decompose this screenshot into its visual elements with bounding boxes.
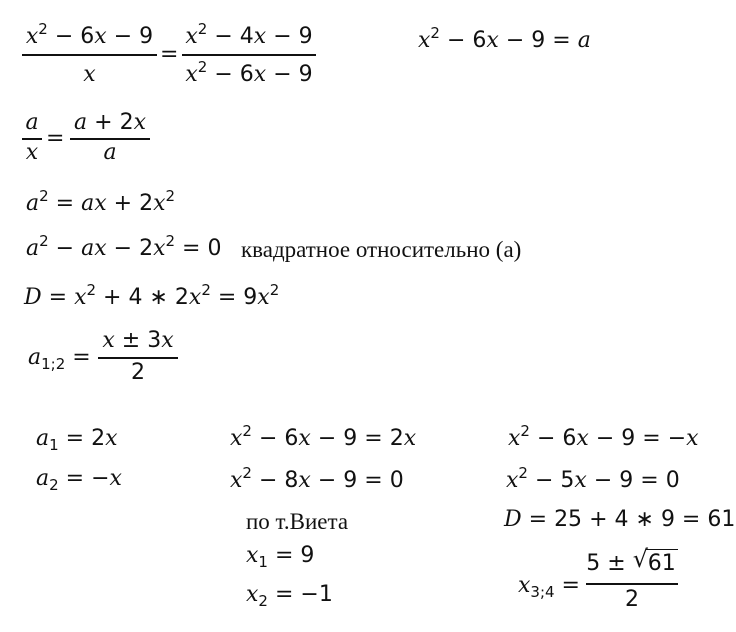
case-c-roots-fraction: 5 ± √ 61 2 (586, 553, 678, 611)
case-c-discriminant: D = 25 + 4 ∗ 9 = 61 (504, 507, 736, 532)
main-equation-rhs-fraction (182, 20, 316, 87)
discriminant-line: $D = x^2 + 4$ ∗ $2x^2 = 9x^2$ (24, 281, 280, 310)
square-root-sign: √ 61 (632, 545, 676, 576)
main-equation-rhs-numerator: $x^2 - 4x - 9$ (185, 20, 313, 49)
case-c-equation-1: $x^2 - 6x - 9 = -x$ (508, 422, 699, 451)
case-a-a1: $a_1 = 2x$ (36, 426, 118, 454)
roots-a-fraction: x ± 3x 2 (98, 330, 178, 384)
case-c-roots-label: $x_{3;4}$ = (518, 573, 580, 601)
ratio-rhs-fraction: a + 2x a (70, 112, 150, 164)
main-equation-lhs-denominator: x (83, 62, 96, 87)
main-equation-lhs-numerator: $x^2 - 6x - 9$ (25, 20, 154, 49)
quadratic-step-1: $a^2$ = ax + $2x^2$ (26, 187, 176, 216)
case-b-equation-1: $x^2 - 6x - 9 = 2x$ (230, 422, 417, 451)
main-equation-lhs-fraction (22, 20, 157, 87)
case-b-x2: $x_2 = -1$ (246, 582, 333, 610)
case-b-x1: $x_1 = 9$ (246, 543, 315, 571)
ratio-equals: = (46, 126, 65, 151)
substitution-definition: $x^2 - 6x - 9 = a$ (418, 24, 591, 53)
case-c-equation-2: $x^2 - 5x - 9 = 0$ (506, 464, 680, 493)
main-equation-equals: = (160, 42, 179, 67)
quadratic-note: квадратное относительно (a) (241, 237, 522, 262)
case-b-vieta-note: по т.Виета (246, 509, 349, 534)
case-a-a2: $a_2 = -x$ (36, 466, 122, 494)
main-equation-rhs-denominator: $x^2 - 6x - 9$ (185, 58, 313, 87)
case-b-equation-2: $x^2 - 8x - 9 = 0$ (230, 464, 404, 493)
roots-a-label: $a_{1;2}$ = (28, 345, 91, 373)
ratio-lhs-fraction: a x (22, 112, 42, 164)
quadratic-step-2: $a^2$ − ax − $2x^2 = 0$ (26, 232, 222, 261)
